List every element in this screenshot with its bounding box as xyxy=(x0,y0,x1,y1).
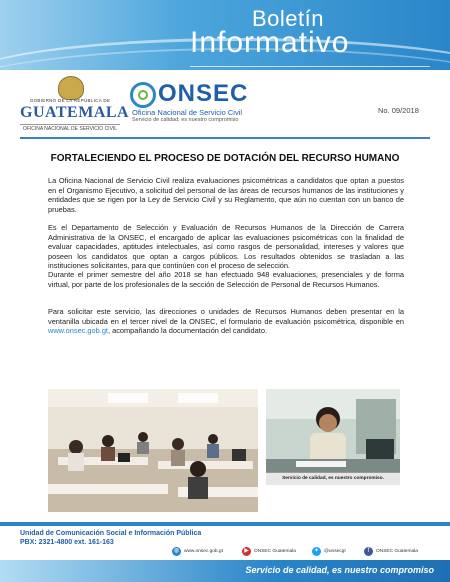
paragraph-2: Es el Departamento de Selección y Evaluación de Recursos Humanos de la Dirección de Carrera Administrativa de la ONSEC, el encargado de aplicar las evaluaciones psicométricas con la finalidad de evaluar capacidades, aptitudes intelectuales, así como rasgos de personalidad, intereses y valores que poseen los candidatos que optan a cargos públicos. Los resultados obtenidos se trasladan a las instituciones solicitantes, para que continúen con el proceso de selección. xyxy=(48,223,404,271)
social-facebook-label: ONSEC Guatemala xyxy=(376,548,418,554)
globe-icon: ◍ xyxy=(173,547,180,554)
social-links xyxy=(172,546,440,556)
footer-slogan: Servicio de calidad, es nuestro compromiso xyxy=(245,565,434,575)
social-youtube[interactable] xyxy=(242,546,296,556)
footer-unit-name: Unidad de Comunicación Social e Información Pública xyxy=(20,530,202,537)
social-twitter[interactable] xyxy=(312,546,346,556)
paragraph-4-text: Para solicitar este servicio, las direcciones o unidades de Recursos Humanos deben presentar en la ventanilla ubicada en el tercer nivel de la ONSEC, el formulario de evaluación psicométrica, disponible en xyxy=(48,307,404,326)
bulletin-title-line2: Informativo xyxy=(190,26,350,59)
paragraph-4 xyxy=(48,307,404,336)
social-website[interactable] xyxy=(172,546,223,556)
coat-of-arms-icon xyxy=(58,76,84,100)
evaluation-room-photo xyxy=(48,389,258,512)
evaluator-photo xyxy=(266,389,400,485)
guatemala-logo xyxy=(20,76,130,134)
onsec-logo xyxy=(130,80,270,130)
onsec-logo-subtitle: Oficina Nacional de Servicio Civil xyxy=(132,108,243,117)
photo-caption: Servicio de calidad, es nuestro compromiso. xyxy=(266,472,400,485)
footer-phone: PBX: 2321-4800 ext. 161-163 xyxy=(20,539,114,546)
onsec-emblem-icon xyxy=(130,82,156,108)
bulletin-title-line1: Boletín xyxy=(252,6,324,31)
paragraph-3: Durante el primer semestre del año 2018 se han efectuado 948 evaluaciones, presenciales y de forma virtual, por parte de los profesionales de la sección de Selección de Personal de Recursos Humanos. xyxy=(48,270,404,289)
social-youtube-label: ONSEC Guatemala xyxy=(254,548,296,554)
header-banner xyxy=(0,0,450,70)
youtube-icon: ▶ xyxy=(242,547,251,556)
twitter-icon: ✦ xyxy=(313,547,320,554)
paragraph-1: La Oficina Nacional de Servicio Civil realiza evaluaciones psicométricas a candidatos que optan a puestos en el Organismo Ejecutivo, a solicitud del personal de las áreas de recursos humanos de las instituciones y entidades que se rigen por la Ley de Servicio Civil y su Reglamento, que aún no cuentan con un banco de pruebas. xyxy=(48,176,404,214)
evaluation-room-illustration xyxy=(48,389,258,512)
footer-divider xyxy=(0,522,450,526)
guatemala-logo-name: GUATEMALA xyxy=(20,104,130,121)
issue-number: No. 09/2018 xyxy=(378,106,419,115)
onsec-website-link[interactable]: www.onsec.gob.gt xyxy=(48,326,108,336)
guatemala-logo-top-text: GOBIERNO DE LA REPÚBLICA DE xyxy=(29,98,111,103)
social-twitter-label: @onsecgt xyxy=(324,548,346,554)
paragraph-4-text-end: , acompañando la documentación del candidato. xyxy=(107,326,267,336)
onsec-logo-tagline: Servicio de calidad, es nuestro compromiso xyxy=(132,117,239,123)
document-title: FORTALECIENDO EL PROCESO DE DOTACIÓN DEL RECURSO HUMANO xyxy=(50,153,400,164)
header-divider xyxy=(20,137,430,139)
facebook-icon: f xyxy=(364,547,373,556)
social-website-label: www.onsec.gob.gt xyxy=(184,548,223,554)
banner-divider xyxy=(190,66,430,67)
onsec-logo-name: ONSEC xyxy=(158,80,249,107)
social-facebook[interactable] xyxy=(364,546,418,556)
guatemala-logo-subtext: OFICINA NACIONAL DE SERVICIO CIVIL xyxy=(20,124,120,132)
evaluator-illustration xyxy=(266,389,400,485)
